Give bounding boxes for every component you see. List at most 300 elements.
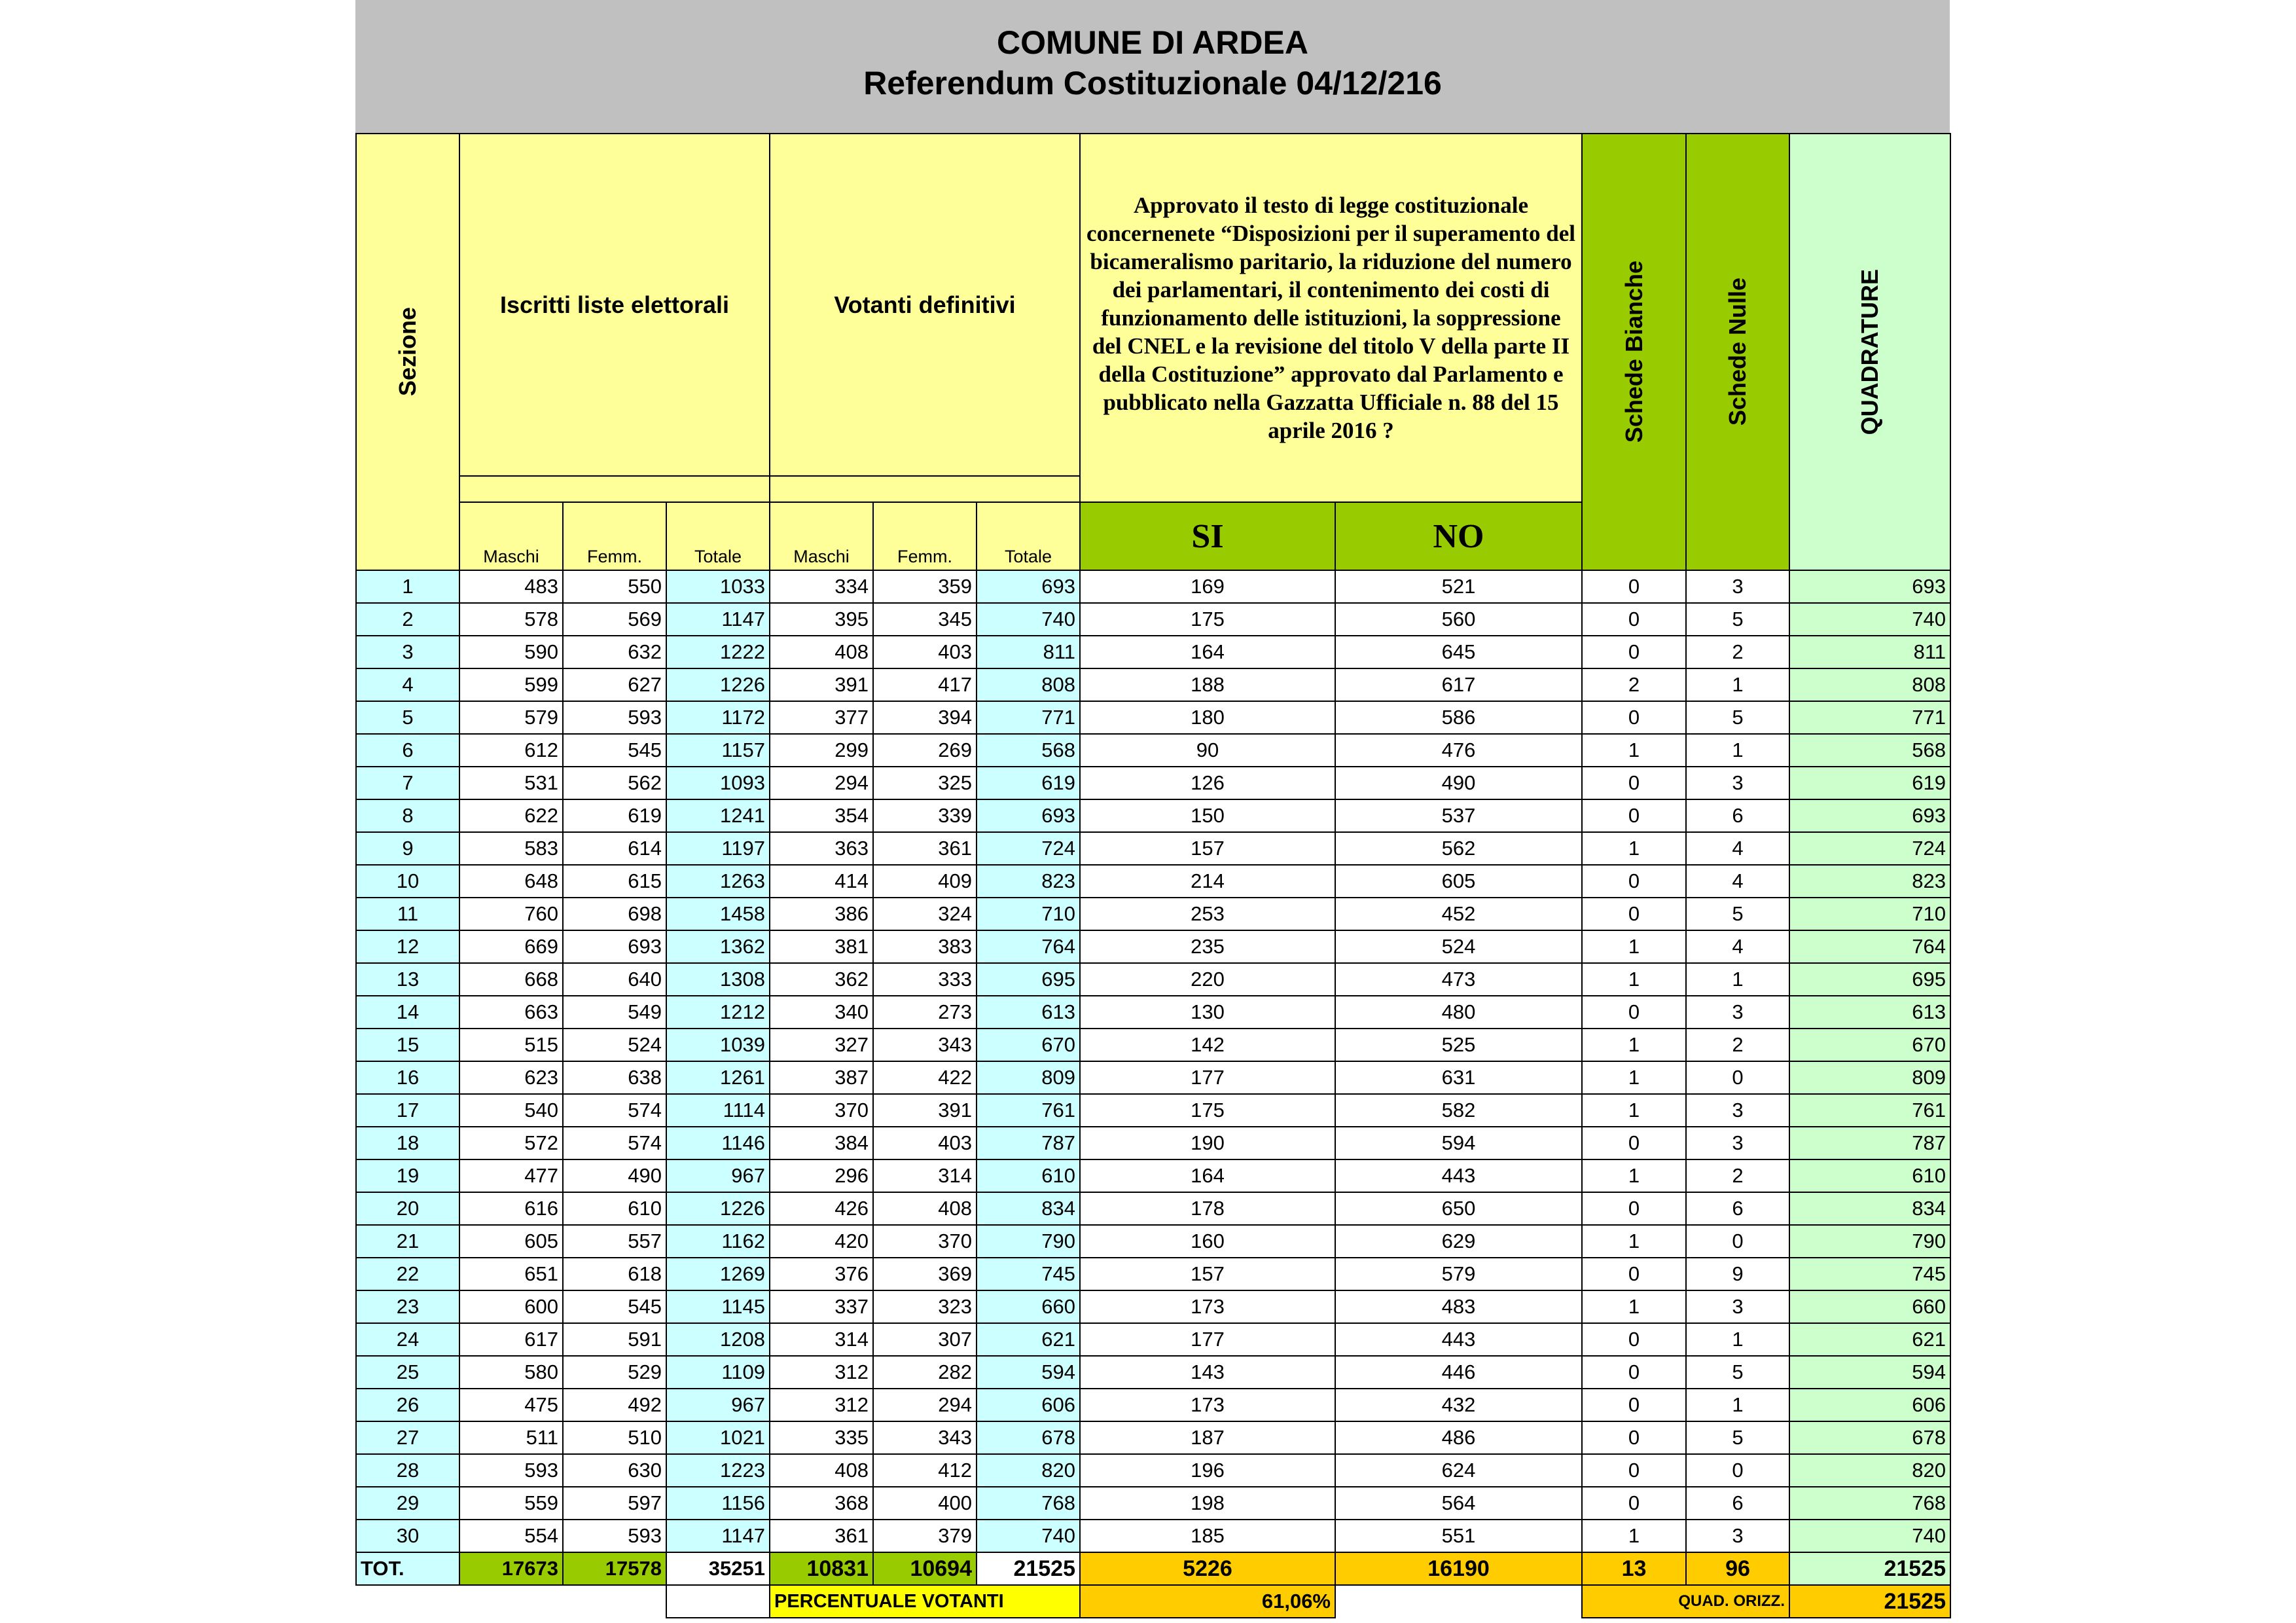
cell-iscritti-maschi: 515 — [459, 1029, 563, 1061]
cell-votanti-femm: 307 — [873, 1323, 977, 1356]
header-no: NO — [1335, 502, 1582, 570]
cell-no: 551 — [1335, 1520, 1582, 1552]
table-row — [356, 1389, 1950, 1421]
cell-votanti-maschi: 337 — [770, 1290, 873, 1323]
cell-iscritti-totale: 967 — [666, 1159, 770, 1192]
cell-iscritti-maschi: 617 — [459, 1323, 563, 1356]
cell-votanti-femm: 323 — [873, 1290, 977, 1323]
cell-sezione: 1 — [356, 570, 459, 603]
cell-votanti-totale: 678 — [977, 1421, 1080, 1454]
cell-iscritti-totale: 967 — [666, 1389, 770, 1421]
cell-no: 490 — [1335, 767, 1582, 799]
table-row — [356, 1520, 1950, 1552]
cell-iscritti-femm: 618 — [563, 1258, 666, 1290]
cell-si: 164 — [1080, 1159, 1335, 1192]
cell-votanti-totale: 823 — [977, 865, 1080, 898]
cell-quadrature: 811 — [1789, 636, 1950, 668]
cell-schede-bianche: 1 — [1582, 963, 1686, 996]
table-row — [356, 734, 1950, 767]
cell-sezione: 14 — [356, 996, 459, 1029]
cell-no: 605 — [1335, 865, 1582, 898]
cell-schede-bianche: 0 — [1582, 996, 1686, 1029]
cell-iscritti-maschi: 580 — [459, 1356, 563, 1389]
header-votanti-totale: Totale — [977, 502, 1080, 570]
cell-votanti-totale: 660 — [977, 1290, 1080, 1323]
cell-iscritti-femm: 591 — [563, 1323, 666, 1356]
cell-schede-bianche: 1 — [1582, 1159, 1686, 1192]
percentuale-value: 61,06% — [1080, 1585, 1335, 1618]
cell-votanti-totale: 787 — [977, 1127, 1080, 1159]
cell-iscritti-femm: 562 — [563, 767, 666, 799]
cell-votanti-totale: 606 — [977, 1389, 1080, 1421]
cell-si: 180 — [1080, 701, 1335, 734]
cell-si: 185 — [1080, 1520, 1335, 1552]
total-si: 5226 — [1080, 1552, 1335, 1585]
totals-row — [356, 1552, 1950, 1585]
cell-votanti-maschi: 296 — [770, 1159, 873, 1192]
cell-votanti-femm: 369 — [873, 1258, 977, 1290]
table-row — [356, 1061, 1950, 1094]
cell-quadrature: 568 — [1789, 734, 1950, 767]
cell-sezione: 6 — [356, 734, 459, 767]
cell-sezione: 7 — [356, 767, 459, 799]
cell-si: 187 — [1080, 1421, 1335, 1454]
cell-quadrature: 606 — [1789, 1389, 1950, 1421]
cell-iscritti-femm: 619 — [563, 799, 666, 832]
cell-votanti-maschi: 361 — [770, 1520, 873, 1552]
cell-schede-nulle: 2 — [1686, 1029, 1789, 1061]
cell-votanti-totale: 764 — [977, 930, 1080, 963]
table-row — [356, 1487, 1950, 1520]
cell-iscritti-femm: 640 — [563, 963, 666, 996]
cell-votanti-maschi: 334 — [770, 570, 873, 603]
cell-votanti-femm: 325 — [873, 767, 977, 799]
cell-si: 157 — [1080, 832, 1335, 865]
cell-votanti-maschi: 408 — [770, 636, 873, 668]
header-quadrature-label: QUADRATURE — [1856, 268, 1883, 435]
cell-votanti-totale: 808 — [977, 668, 1080, 701]
cell-sezione: 23 — [356, 1290, 459, 1323]
cell-schede-nulle: 5 — [1686, 1421, 1789, 1454]
cell-sezione: 3 — [356, 636, 459, 668]
header-iscritti-femm: Femm. — [563, 502, 666, 570]
cell-schede-nulle: 1 — [1686, 734, 1789, 767]
cell-no: 476 — [1335, 734, 1582, 767]
cell-votanti-totale: 693 — [977, 570, 1080, 603]
cell-si: 157 — [1080, 1258, 1335, 1290]
cell-iscritti-femm: 490 — [563, 1159, 666, 1192]
header-votanti: Votanti definitivi — [770, 134, 1080, 476]
cell-iscritti-femm: 529 — [563, 1356, 666, 1389]
cell-iscritti-femm: 597 — [563, 1487, 666, 1520]
cell-iscritti-totale: 1021 — [666, 1421, 770, 1454]
cell-iscritti-totale: 1261 — [666, 1061, 770, 1094]
cell-votanti-femm: 324 — [873, 898, 977, 930]
cell-schede-nulle: 9 — [1686, 1258, 1789, 1290]
cell-sezione: 29 — [356, 1487, 459, 1520]
cell-sezione: 19 — [356, 1159, 459, 1192]
cell-votanti-maschi: 370 — [770, 1094, 873, 1127]
cell-votanti-maschi: 312 — [770, 1389, 873, 1421]
cell-votanti-femm: 282 — [873, 1356, 977, 1389]
cell-iscritti-totale: 1362 — [666, 930, 770, 963]
cell-votanti-maschi: 414 — [770, 865, 873, 898]
cell-iscritti-totale: 1212 — [666, 996, 770, 1029]
cell-schede-bianche: 0 — [1582, 1487, 1686, 1520]
cell-schede-bianche: 1 — [1582, 1290, 1686, 1323]
cell-votanti-maschi: 299 — [770, 734, 873, 767]
footer-blank-left — [356, 1585, 666, 1618]
header-schede-bianche-label: Schede Bianche — [1620, 261, 1647, 443]
cell-iscritti-maschi: 483 — [459, 570, 563, 603]
cell-iscritti-maschi: 616 — [459, 1192, 563, 1225]
table-row — [356, 1290, 1950, 1323]
cell-schede-bianche: 0 — [1582, 1192, 1686, 1225]
table-row — [356, 1094, 1950, 1127]
cell-no: 629 — [1335, 1225, 1582, 1258]
total-no: 16190 — [1335, 1552, 1582, 1585]
cell-iscritti-totale: 1308 — [666, 963, 770, 996]
cell-schede-bianche: 2 — [1582, 668, 1686, 701]
cell-schede-bianche: 1 — [1582, 1520, 1686, 1552]
cell-sezione: 26 — [356, 1389, 459, 1421]
cell-no: 432 — [1335, 1389, 1582, 1421]
quad-orizz-value: 21525 — [1789, 1585, 1950, 1618]
cell-votanti-maschi: 384 — [770, 1127, 873, 1159]
cell-iscritti-femm: 638 — [563, 1061, 666, 1094]
cell-quadrature: 660 — [1789, 1290, 1950, 1323]
cell-iscritti-femm: 693 — [563, 930, 666, 963]
table-row — [356, 1192, 1950, 1225]
cell-schede-nulle: 3 — [1686, 1520, 1789, 1552]
cell-quadrature: 594 — [1789, 1356, 1950, 1389]
cell-votanti-femm: 370 — [873, 1225, 977, 1258]
cell-iscritti-maschi: 572 — [459, 1127, 563, 1159]
cell-schede-nulle: 4 — [1686, 832, 1789, 865]
table-row — [356, 570, 1950, 603]
cell-votanti-maschi: 335 — [770, 1421, 873, 1454]
cell-iscritti-maschi: 554 — [459, 1520, 563, 1552]
cell-schede-bianche: 1 — [1582, 1225, 1686, 1258]
cell-si: 126 — [1080, 767, 1335, 799]
cell-no: 537 — [1335, 799, 1582, 832]
totals-label: TOT. — [356, 1552, 459, 1585]
table-row — [356, 1454, 1950, 1487]
header-iscritti-maschi: Maschi — [459, 502, 563, 570]
cell-schede-nulle: 3 — [1686, 570, 1789, 603]
cell-schede-bianche: 0 — [1582, 570, 1686, 603]
cell-si: 178 — [1080, 1192, 1335, 1225]
header-quadrature — [1789, 134, 1950, 570]
cell-sezione: 18 — [356, 1127, 459, 1159]
cell-votanti-totale: 745 — [977, 1258, 1080, 1290]
cell-si: 190 — [1080, 1127, 1335, 1159]
cell-iscritti-femm: 569 — [563, 603, 666, 636]
cell-votanti-femm: 417 — [873, 668, 977, 701]
cell-schede-nulle: 1 — [1686, 668, 1789, 701]
cell-iscritti-femm: 630 — [563, 1454, 666, 1487]
cell-iscritti-femm: 574 — [563, 1127, 666, 1159]
cell-iscritti-maschi: 477 — [459, 1159, 563, 1192]
cell-iscritti-maschi: 669 — [459, 930, 563, 963]
cell-votanti-maschi: 420 — [770, 1225, 873, 1258]
cell-votanti-maschi: 312 — [770, 1356, 873, 1389]
table-row — [356, 1421, 1950, 1454]
referendum-question: Approvato il testo di legge costituzionale concernenete “Disposizioni per il superamento del bicameralismo paritario, la riduzione del numero dei parlamentari, il contenimento dei costi di funzionamento delle istituzioni, la soppressione del CNEL e la revisione del titolo V della parte II della Costituzione” approvato dal Parlamento e pubblicato nella Gazzatta Ufficiale n. 88 del 15 aprile 2016 ? — [1080, 134, 1582, 502]
cell-sezione: 17 — [356, 1094, 459, 1127]
cell-votanti-maschi: 362 — [770, 963, 873, 996]
cell-votanti-maschi: 387 — [770, 1061, 873, 1094]
cell-iscritti-maschi: 622 — [459, 799, 563, 832]
cell-schede-bianche: 0 — [1582, 1421, 1686, 1454]
cell-votanti-totale: 768 — [977, 1487, 1080, 1520]
cell-iscritti-maschi: 593 — [459, 1454, 563, 1487]
total-iscritti-femm: 17578 — [563, 1552, 666, 1585]
header-sezione-label: Sezione — [394, 307, 421, 397]
cell-sezione: 20 — [356, 1192, 459, 1225]
cell-iscritti-totale: 1172 — [666, 701, 770, 734]
cell-votanti-totale: 809 — [977, 1061, 1080, 1094]
cell-si: 90 — [1080, 734, 1335, 767]
cell-sezione: 12 — [356, 930, 459, 963]
cell-iscritti-totale: 1147 — [666, 1520, 770, 1552]
cell-votanti-maschi: 340 — [770, 996, 873, 1029]
cell-votanti-femm: 359 — [873, 570, 977, 603]
cell-iscritti-totale: 1222 — [666, 636, 770, 668]
table-row — [356, 668, 1950, 701]
cell-si: 175 — [1080, 603, 1335, 636]
header-iscritti-totale: Totale — [666, 502, 770, 570]
table-row — [356, 898, 1950, 930]
cell-votanti-maschi: 294 — [770, 767, 873, 799]
header-schede-bianche — [1582, 134, 1686, 570]
cell-schede-bianche: 1 — [1582, 1029, 1686, 1061]
cell-quadrature: 808 — [1789, 668, 1950, 701]
cell-schede-bianche: 0 — [1582, 603, 1686, 636]
total-votanti-femm: 10694 — [873, 1552, 977, 1585]
cell-no: 443 — [1335, 1323, 1582, 1356]
cell-iscritti-totale: 1146 — [666, 1127, 770, 1159]
cell-iscritti-totale: 1156 — [666, 1487, 770, 1520]
cell-votanti-maschi: 354 — [770, 799, 873, 832]
cell-quadrature: 761 — [1789, 1094, 1950, 1127]
cell-votanti-maschi: 327 — [770, 1029, 873, 1061]
cell-votanti-femm: 343 — [873, 1421, 977, 1454]
cell-sezione: 24 — [356, 1323, 459, 1356]
cell-iscritti-femm: 615 — [563, 865, 666, 898]
cell-votanti-femm: 345 — [873, 603, 977, 636]
cell-no: 579 — [1335, 1258, 1582, 1290]
results-table — [355, 133, 1951, 1618]
cell-votanti-totale: 740 — [977, 603, 1080, 636]
cell-votanti-femm: 343 — [873, 1029, 977, 1061]
cell-quadrature: 613 — [1789, 996, 1950, 1029]
cell-iscritti-totale: 1162 — [666, 1225, 770, 1258]
cell-iscritti-maschi: 583 — [459, 832, 563, 865]
cell-iscritti-totale: 1241 — [666, 799, 770, 832]
cell-sezione: 9 — [356, 832, 459, 865]
cell-si: 253 — [1080, 898, 1335, 930]
cell-iscritti-totale: 1269 — [666, 1258, 770, 1290]
header-iscritti: Iscritti liste elettorali — [459, 134, 770, 476]
cell-votanti-totale: 695 — [977, 963, 1080, 996]
table-row — [356, 1225, 1950, 1258]
cell-schede-nulle: 5 — [1686, 898, 1789, 930]
quad-orizz-label: QUAD. ORIZZ. — [1582, 1585, 1789, 1618]
cell-votanti-femm: 400 — [873, 1487, 977, 1520]
cell-no: 624 — [1335, 1454, 1582, 1487]
cell-iscritti-maschi: 663 — [459, 996, 563, 1029]
cell-schede-nulle: 0 — [1686, 1061, 1789, 1094]
cell-schede-nulle: 5 — [1686, 1356, 1789, 1389]
cell-iscritti-totale: 1039 — [666, 1029, 770, 1061]
cell-votanti-femm: 412 — [873, 1454, 977, 1487]
cell-sezione: 2 — [356, 603, 459, 636]
cell-schede-bianche: 0 — [1582, 1454, 1686, 1487]
cell-schede-nulle: 0 — [1686, 1454, 1789, 1487]
cell-schede-bianche: 0 — [1582, 1127, 1686, 1159]
cell-votanti-totale: 710 — [977, 898, 1080, 930]
percentuale-label: PERCENTUALE VOTANTI — [770, 1585, 1080, 1618]
cell-votanti-totale: 790 — [977, 1225, 1080, 1258]
cell-quadrature: 764 — [1789, 930, 1950, 963]
cell-votanti-maschi: 363 — [770, 832, 873, 865]
cell-votanti-totale: 771 — [977, 701, 1080, 734]
cell-votanti-femm: 339 — [873, 799, 977, 832]
header-sezione — [356, 134, 459, 570]
cell-iscritti-totale: 1458 — [666, 898, 770, 930]
cell-schede-nulle: 6 — [1686, 1192, 1789, 1225]
cell-votanti-totale: 670 — [977, 1029, 1080, 1061]
total-schede-nulle: 96 — [1686, 1552, 1789, 1585]
cell-votanti-totale: 619 — [977, 767, 1080, 799]
cell-votanti-totale: 568 — [977, 734, 1080, 767]
cell-votanti-femm: 273 — [873, 996, 977, 1029]
cell-schede-nulle: 4 — [1686, 865, 1789, 898]
table-row — [356, 1159, 1950, 1192]
cell-votanti-femm: 333 — [873, 963, 977, 996]
cell-votanti-totale: 724 — [977, 832, 1080, 865]
cell-quadrature: 771 — [1789, 701, 1950, 734]
total-quadrature: 21525 — [1789, 1552, 1950, 1585]
table-row — [356, 767, 1950, 799]
table-row — [356, 1258, 1950, 1290]
cell-iscritti-femm: 545 — [563, 1290, 666, 1323]
cell-quadrature: 740 — [1789, 603, 1950, 636]
cell-no: 650 — [1335, 1192, 1582, 1225]
cell-iscritti-femm: 632 — [563, 636, 666, 668]
table-row — [356, 930, 1950, 963]
cell-iscritti-totale: 1033 — [666, 570, 770, 603]
table-row — [356, 1356, 1950, 1389]
cell-si: 196 — [1080, 1454, 1335, 1487]
table-row — [356, 1323, 1950, 1356]
cell-sezione: 16 — [356, 1061, 459, 1094]
cell-iscritti-totale: 1114 — [666, 1094, 770, 1127]
cell-votanti-totale: 740 — [977, 1520, 1080, 1552]
footer-blank-cell — [666, 1585, 770, 1618]
cell-schede-bianche: 1 — [1582, 734, 1686, 767]
cell-si: 164 — [1080, 636, 1335, 668]
total-schede-bianche: 13 — [1582, 1552, 1686, 1585]
cell-no: 473 — [1335, 963, 1582, 996]
cell-si: 150 — [1080, 799, 1335, 832]
cell-iscritti-maschi: 623 — [459, 1061, 563, 1094]
cell-si: 173 — [1080, 1290, 1335, 1323]
cell-si: 173 — [1080, 1389, 1335, 1421]
cell-iscritti-femm: 510 — [563, 1421, 666, 1454]
cell-quadrature: 693 — [1789, 570, 1950, 603]
cell-quadrature: 610 — [1789, 1159, 1950, 1192]
cell-votanti-totale: 820 — [977, 1454, 1080, 1487]
header-votanti-spacer — [770, 476, 1080, 502]
cell-no: 631 — [1335, 1061, 1582, 1094]
cell-schede-nulle: 3 — [1686, 996, 1789, 1029]
cell-schede-bianche: 1 — [1582, 1094, 1686, 1127]
cell-schede-nulle: 0 — [1686, 1225, 1789, 1258]
cell-votanti-femm: 379 — [873, 1520, 977, 1552]
cell-iscritti-maschi: 612 — [459, 734, 563, 767]
page-title: COMUNE DI ARDEA — [997, 24, 1308, 61]
cell-iscritti-maschi: 531 — [459, 767, 563, 799]
cell-quadrature: 787 — [1789, 1127, 1950, 1159]
cell-no: 483 — [1335, 1290, 1582, 1323]
cell-iscritti-totale: 1109 — [666, 1356, 770, 1389]
header-votanti-femm: Femm. — [873, 502, 977, 570]
cell-schede-bianche: 0 — [1582, 1258, 1686, 1290]
cell-schede-bianche: 0 — [1582, 1323, 1686, 1356]
cell-schede-bianche: 1 — [1582, 930, 1686, 963]
cell-iscritti-maschi: 760 — [459, 898, 563, 930]
cell-iscritti-femm: 574 — [563, 1094, 666, 1127]
cell-quadrature: 834 — [1789, 1192, 1950, 1225]
cell-votanti-totale: 834 — [977, 1192, 1080, 1225]
cell-iscritti-femm: 593 — [563, 1520, 666, 1552]
cell-iscritti-femm: 550 — [563, 570, 666, 603]
table-row — [356, 865, 1950, 898]
total-votanti-maschi: 10831 — [770, 1552, 873, 1585]
cell-si: 220 — [1080, 963, 1335, 996]
cell-votanti-totale: 594 — [977, 1356, 1080, 1389]
cell-iscritti-maschi: 600 — [459, 1290, 563, 1323]
cell-quadrature: 745 — [1789, 1258, 1950, 1290]
cell-iscritti-totale: 1157 — [666, 734, 770, 767]
header-schede-nulle-label: Schede Nulle — [1724, 278, 1751, 426]
cell-no: 452 — [1335, 898, 1582, 930]
cell-quadrature: 619 — [1789, 767, 1950, 799]
cell-quadrature: 695 — [1789, 963, 1950, 996]
table-row — [356, 1127, 1950, 1159]
cell-schede-bianche: 1 — [1582, 832, 1686, 865]
table-row — [356, 603, 1950, 636]
cell-votanti-maschi: 368 — [770, 1487, 873, 1520]
cell-sezione: 13 — [356, 963, 459, 996]
cell-iscritti-femm: 549 — [563, 996, 666, 1029]
cell-votanti-femm: 314 — [873, 1159, 977, 1192]
cell-quadrature: 768 — [1789, 1487, 1950, 1520]
cell-schede-nulle: 2 — [1686, 1159, 1789, 1192]
cell-schede-nulle: 4 — [1686, 930, 1789, 963]
cell-sezione: 25 — [356, 1356, 459, 1389]
cell-iscritti-maschi: 540 — [459, 1094, 563, 1127]
cell-no: 446 — [1335, 1356, 1582, 1389]
cell-si: 160 — [1080, 1225, 1335, 1258]
cell-votanti-maschi: 381 — [770, 930, 873, 963]
cell-no: 562 — [1335, 832, 1582, 865]
cell-quadrature: 621 — [1789, 1323, 1950, 1356]
cell-schede-nulle: 5 — [1686, 603, 1789, 636]
cell-iscritti-femm: 545 — [563, 734, 666, 767]
